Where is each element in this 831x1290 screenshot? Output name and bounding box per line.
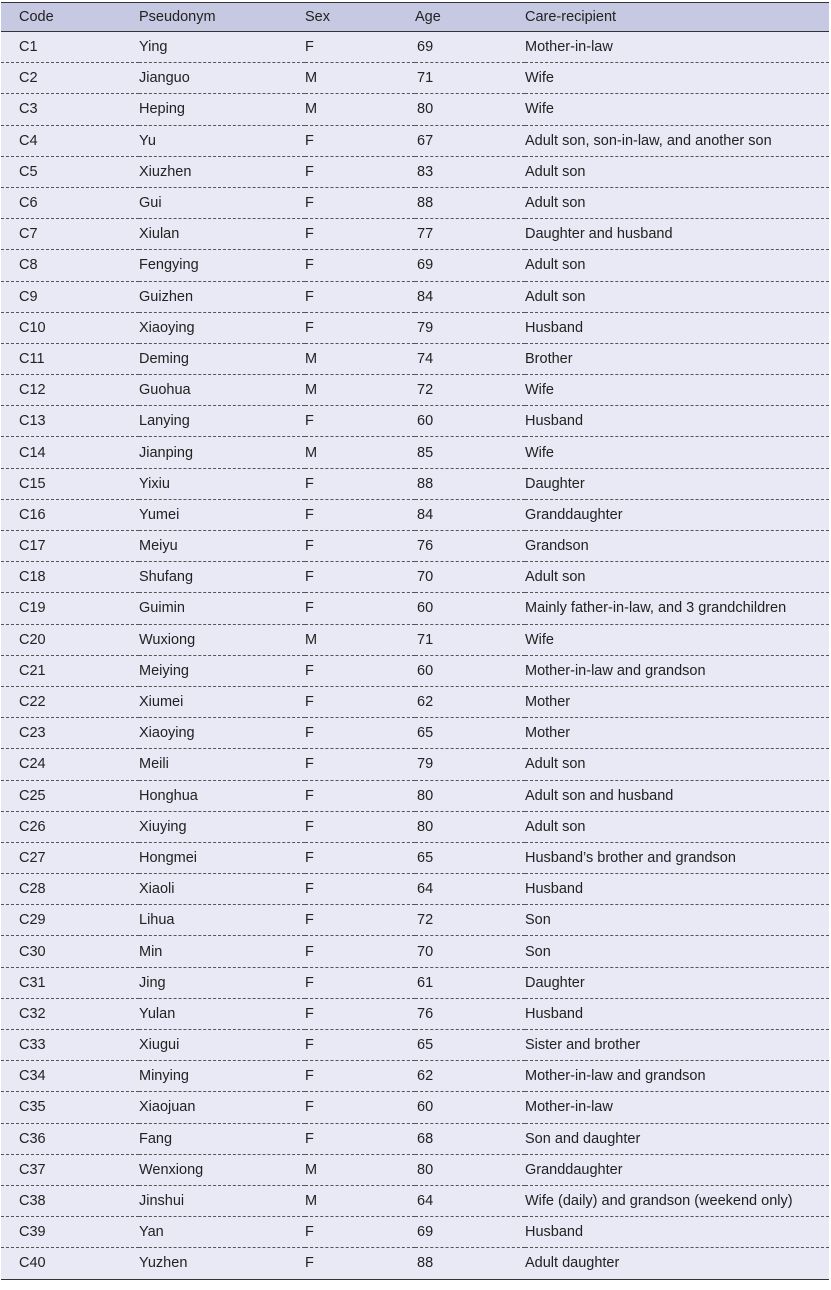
cell-care-recipient: Daughter and husband [525, 219, 829, 250]
cell-age: 67 [415, 125, 525, 156]
cell-sex: F [305, 1248, 415, 1279]
cell-pseudonym: Jing [139, 967, 305, 998]
cell-age: 65 [415, 718, 525, 749]
cell-pseudonym: Ying [139, 32, 305, 63]
cell-code: C6 [1, 187, 139, 218]
cell-age: 79 [415, 749, 525, 780]
cell-sex: F [305, 593, 415, 624]
cell-care-recipient: Husband [525, 312, 829, 343]
cell-sex: F [305, 281, 415, 312]
table-row [1, 531, 829, 562]
cell-care-recipient: Mother [525, 686, 829, 717]
cell-pseudonym: Xiulan [139, 219, 305, 250]
cell-sex: M [305, 624, 415, 655]
cell-care-recipient: Mainly father-in-law, and 3 grandchildren [525, 593, 829, 624]
cell-pseudonym: Heping [139, 94, 305, 125]
cell-care-recipient: Son and daughter [525, 1123, 829, 1154]
cell-pseudonym: Honghua [139, 780, 305, 811]
cell-care-recipient: Brother [525, 343, 829, 374]
table-row [1, 468, 829, 499]
table-row [1, 780, 829, 811]
table-row [1, 312, 829, 343]
cell-age: 69 [415, 32, 525, 63]
cell-code: C19 [1, 593, 139, 624]
cell-sex: F [305, 187, 415, 218]
cell-age: 88 [415, 187, 525, 218]
cell-sex: F [305, 468, 415, 499]
cell-sex: M [305, 63, 415, 94]
cell-care-recipient: Mother-in-law [525, 1092, 829, 1123]
cell-sex: F [305, 1217, 415, 1248]
participants-table [1, 2, 829, 1280]
cell-sex: F [305, 1092, 415, 1123]
cell-code: C17 [1, 531, 139, 562]
table-row [1, 718, 829, 749]
cell-pseudonym: Fengying [139, 250, 305, 281]
cell-sex: F [305, 874, 415, 905]
cell-age: 72 [415, 375, 525, 406]
cell-sex: F [305, 967, 415, 998]
table-row [1, 281, 829, 312]
cell-sex: F [305, 531, 415, 562]
cell-care-recipient: Wife (daily) and grandson (weekend only) [525, 1185, 829, 1216]
cell-code: C7 [1, 219, 139, 250]
cell-care-recipient: Granddaughter [525, 1154, 829, 1185]
cell-pseudonym: Meiyu [139, 531, 305, 562]
cell-care-recipient: Adult son and husband [525, 780, 829, 811]
cell-sex: F [305, 1123, 415, 1154]
table-row [1, 998, 829, 1029]
cell-pseudonym: Jianguo [139, 63, 305, 94]
table-row [1, 1030, 829, 1061]
cell-code: C30 [1, 936, 139, 967]
cell-code: C3 [1, 94, 139, 125]
cell-care-recipient: Mother-in-law [525, 32, 829, 63]
table-row [1, 1248, 829, 1279]
cell-age: 80 [415, 1154, 525, 1185]
table-body [1, 32, 829, 1280]
cell-care-recipient: Mother-in-law and grandson [525, 1061, 829, 1092]
cell-care-recipient: Adult daughter [525, 1248, 829, 1279]
cell-care-recipient: Wife [525, 624, 829, 655]
cell-sex: F [305, 936, 415, 967]
cell-pseudonym: Yixiu [139, 468, 305, 499]
cell-code: C5 [1, 156, 139, 187]
cell-age: 88 [415, 1248, 525, 1279]
cell-sex: F [305, 718, 415, 749]
cell-care-recipient: Wife [525, 375, 829, 406]
table-row [1, 375, 829, 406]
cell-code: C35 [1, 1092, 139, 1123]
cell-pseudonym: Yumei [139, 499, 305, 530]
table-row [1, 967, 829, 998]
cell-sex: F [305, 1030, 415, 1061]
cell-sex: F [305, 905, 415, 936]
cell-care-recipient: Adult son [525, 749, 829, 780]
cell-sex: F [305, 219, 415, 250]
table-row [1, 1092, 829, 1123]
cell-code: C22 [1, 686, 139, 717]
table-row [1, 63, 829, 94]
cell-pseudonym: Lanying [139, 406, 305, 437]
cell-sex: F [305, 998, 415, 1029]
table-row [1, 686, 829, 717]
cell-care-recipient: Grandson [525, 531, 829, 562]
table-row [1, 842, 829, 873]
header-pseudonym: Pseudonym [139, 3, 305, 32]
table-row [1, 156, 829, 187]
header-age: Age [415, 3, 525, 32]
table-row [1, 187, 829, 218]
cell-code: C33 [1, 1030, 139, 1061]
cell-sex: M [305, 437, 415, 468]
cell-age: 64 [415, 1185, 525, 1216]
table-row [1, 1123, 829, 1154]
table-row [1, 125, 829, 156]
cell-code: C28 [1, 874, 139, 905]
cell-sex: F [305, 312, 415, 343]
table-row [1, 593, 829, 624]
cell-age: 60 [415, 655, 525, 686]
header-code: Code [1, 3, 139, 32]
cell-pseudonym: Hongmei [139, 842, 305, 873]
cell-pseudonym: Xiuzhen [139, 156, 305, 187]
cell-pseudonym: Yulan [139, 998, 305, 1029]
cell-sex: F [305, 562, 415, 593]
cell-age: 65 [415, 1030, 525, 1061]
cell-sex: M [305, 1154, 415, 1185]
cell-age: 70 [415, 562, 525, 593]
cell-age: 83 [415, 156, 525, 187]
cell-care-recipient: Son [525, 905, 829, 936]
cell-pseudonym: Guohua [139, 375, 305, 406]
table-row [1, 406, 829, 437]
cell-code: C14 [1, 437, 139, 468]
cell-pseudonym: Yuzhen [139, 1248, 305, 1279]
cell-code: C36 [1, 1123, 139, 1154]
cell-sex: F [305, 686, 415, 717]
cell-pseudonym: Meili [139, 749, 305, 780]
cell-care-recipient: Husband [525, 1217, 829, 1248]
cell-pseudonym: Guimin [139, 593, 305, 624]
cell-pseudonym: Minying [139, 1061, 305, 1092]
table-row [1, 250, 829, 281]
cell-code: C37 [1, 1154, 139, 1185]
table-row [1, 219, 829, 250]
table-row [1, 905, 829, 936]
cell-pseudonym: Yu [139, 125, 305, 156]
cell-sex: F [305, 156, 415, 187]
cell-age: 80 [415, 94, 525, 125]
cell-code: C13 [1, 406, 139, 437]
cell-age: 80 [415, 811, 525, 842]
cell-care-recipient: Wife [525, 63, 829, 94]
cell-care-recipient: Husband [525, 406, 829, 437]
table-row [1, 811, 829, 842]
cell-sex: M [305, 375, 415, 406]
cell-pseudonym: Xiuying [139, 811, 305, 842]
cell-sex: F [305, 811, 415, 842]
cell-sex: F [305, 250, 415, 281]
cell-care-recipient: Mother [525, 718, 829, 749]
cell-care-recipient: Mother-in-law and grandson [525, 655, 829, 686]
cell-age: 85 [415, 437, 525, 468]
cell-pseudonym: Wenxiong [139, 1154, 305, 1185]
cell-age: 84 [415, 499, 525, 530]
cell-code: C12 [1, 375, 139, 406]
cell-care-recipient: Husband’s brother and grandson [525, 842, 829, 873]
cell-pseudonym: Xiaoying [139, 312, 305, 343]
cell-age: 65 [415, 842, 525, 873]
cell-age: 71 [415, 624, 525, 655]
cell-age: 62 [415, 686, 525, 717]
cell-age: 71 [415, 63, 525, 94]
table-header [1, 3, 829, 32]
cell-code: C9 [1, 281, 139, 312]
cell-code: C34 [1, 1061, 139, 1092]
cell-code: C39 [1, 1217, 139, 1248]
cell-pseudonym: Shufang [139, 562, 305, 593]
cell-age: 88 [415, 468, 525, 499]
table-row [1, 1185, 829, 1216]
cell-code: C20 [1, 624, 139, 655]
cell-age: 74 [415, 343, 525, 374]
cell-care-recipient: Sister and brother [525, 1030, 829, 1061]
cell-age: 61 [415, 967, 525, 998]
table-row [1, 655, 829, 686]
table-row [1, 749, 829, 780]
cell-pseudonym: Gui [139, 187, 305, 218]
cell-age: 72 [415, 905, 525, 936]
table-row [1, 874, 829, 905]
cell-care-recipient: Adult son [525, 187, 829, 218]
cell-care-recipient: Husband [525, 998, 829, 1029]
cell-code: C10 [1, 312, 139, 343]
cell-pseudonym: Jianping [139, 437, 305, 468]
cell-code: C23 [1, 718, 139, 749]
cell-age: 70 [415, 936, 525, 967]
cell-code: C38 [1, 1185, 139, 1216]
cell-age: 64 [415, 874, 525, 905]
cell-care-recipient: Adult son [525, 250, 829, 281]
table-row [1, 32, 829, 63]
cell-code: C11 [1, 343, 139, 374]
cell-sex: F [305, 749, 415, 780]
cell-pseudonym: Wuxiong [139, 624, 305, 655]
cell-sex: F [305, 406, 415, 437]
cell-code: C26 [1, 811, 139, 842]
cell-age: 68 [415, 1123, 525, 1154]
cell-age: 60 [415, 406, 525, 437]
cell-sex: F [305, 1061, 415, 1092]
cell-sex: F [305, 32, 415, 63]
table-row [1, 437, 829, 468]
cell-pseudonym: Xiaoying [139, 718, 305, 749]
cell-sex: M [305, 1185, 415, 1216]
cell-pseudonym: Xiaojuan [139, 1092, 305, 1123]
cell-code: C16 [1, 499, 139, 530]
table-row [1, 624, 829, 655]
cell-age: 84 [415, 281, 525, 312]
cell-pseudonym: Yan [139, 1217, 305, 1248]
cell-age: 69 [415, 250, 525, 281]
cell-sex: F [305, 780, 415, 811]
header-sex: Sex [305, 3, 415, 32]
cell-sex: M [305, 94, 415, 125]
cell-care-recipient: Adult son [525, 156, 829, 187]
cell-age: 62 [415, 1061, 525, 1092]
cell-pseudonym: Jinshui [139, 1185, 305, 1216]
table-row [1, 936, 829, 967]
header-row [1, 3, 829, 32]
cell-sex: F [305, 499, 415, 530]
cell-pseudonym: Lihua [139, 905, 305, 936]
cell-code: C2 [1, 63, 139, 94]
cell-sex: F [305, 655, 415, 686]
header-care-recipient: Care-recipient [525, 3, 829, 32]
cell-code: C27 [1, 842, 139, 873]
cell-age: 76 [415, 998, 525, 1029]
cell-code: C21 [1, 655, 139, 686]
cell-code: C25 [1, 780, 139, 811]
cell-code: C29 [1, 905, 139, 936]
cell-code: C31 [1, 967, 139, 998]
cell-care-recipient: Granddaughter [525, 499, 829, 530]
cell-code: C32 [1, 998, 139, 1029]
table-row [1, 1061, 829, 1092]
table-row [1, 1154, 829, 1185]
cell-pseudonym: Min [139, 936, 305, 967]
cell-care-recipient: Adult son [525, 281, 829, 312]
cell-code: C40 [1, 1248, 139, 1279]
cell-pseudonym: Xiumei [139, 686, 305, 717]
cell-care-recipient: Wife [525, 437, 829, 468]
cell-care-recipient: Daughter [525, 967, 829, 998]
cell-age: 76 [415, 531, 525, 562]
table-row [1, 562, 829, 593]
cell-age: 77 [415, 219, 525, 250]
cell-pseudonym: Deming [139, 343, 305, 374]
cell-care-recipient: Adult son, son-in-law, and another son [525, 125, 829, 156]
cell-care-recipient: Wife [525, 94, 829, 125]
cell-care-recipient: Son [525, 936, 829, 967]
cell-age: 79 [415, 312, 525, 343]
cell-pseudonym: Xiugui [139, 1030, 305, 1061]
cell-care-recipient: Daughter [525, 468, 829, 499]
cell-sex: F [305, 125, 415, 156]
cell-pseudonym: Guizhen [139, 281, 305, 312]
cell-sex: M [305, 343, 415, 374]
cell-code: C4 [1, 125, 139, 156]
cell-age: 60 [415, 1092, 525, 1123]
cell-pseudonym: Meiying [139, 655, 305, 686]
cell-age: 80 [415, 780, 525, 811]
cell-code: C18 [1, 562, 139, 593]
table-row [1, 343, 829, 374]
cell-care-recipient: Husband [525, 874, 829, 905]
cell-code: C15 [1, 468, 139, 499]
cell-code: C8 [1, 250, 139, 281]
cell-sex: F [305, 842, 415, 873]
cell-care-recipient: Adult son [525, 562, 829, 593]
cell-code: C1 [1, 32, 139, 63]
cell-code: C24 [1, 749, 139, 780]
table-row [1, 1217, 829, 1248]
cell-care-recipient: Adult son [525, 811, 829, 842]
table-row [1, 94, 829, 125]
cell-age: 60 [415, 593, 525, 624]
cell-pseudonym: Fang [139, 1123, 305, 1154]
table-row [1, 499, 829, 530]
cell-age: 69 [415, 1217, 525, 1248]
cell-pseudonym: Xiaoli [139, 874, 305, 905]
